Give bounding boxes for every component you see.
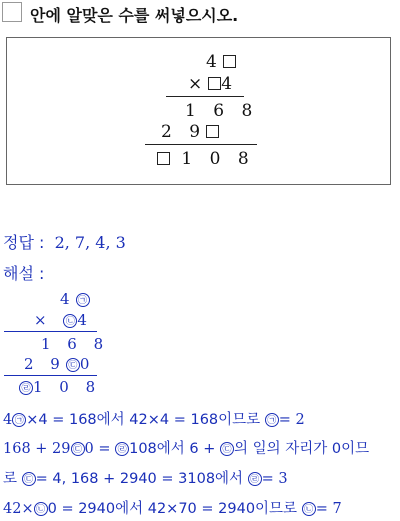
problem-row-4 bbox=[161, 122, 219, 142]
problem-row-4-digits: 2 9 bbox=[161, 122, 207, 142]
circle-label-c: ㉢ bbox=[220, 442, 234, 456]
circle-label-d: ㉣ bbox=[248, 472, 262, 486]
solution-text: = 3 bbox=[261, 471, 288, 487]
problem-row-5 bbox=[157, 149, 255, 169]
solution-line-3 bbox=[3, 467, 288, 488]
solution-text: 0 = 2940에서 42×70 = 2940이므로 bbox=[47, 501, 302, 517]
work-row-5-digits: 1 0 8 bbox=[33, 378, 102, 396]
work-row-1 bbox=[60, 290, 90, 308]
work-row-2 bbox=[34, 311, 93, 329]
circle-label-c: ㉢ bbox=[22, 472, 36, 486]
problem-row-2-digit: 4 bbox=[221, 74, 239, 94]
circle-label-a: ㉠ bbox=[76, 293, 90, 307]
work-row-4 bbox=[24, 355, 95, 373]
problem-divider-1 bbox=[166, 96, 244, 97]
problem-row-2 bbox=[188, 74, 238, 94]
work-row-4-zero: 0 bbox=[79, 355, 96, 373]
solution-line-4 bbox=[3, 497, 342, 518]
solution-text: 의 일의 자리가 0이므 bbox=[234, 441, 370, 457]
explanation-label: 해설 : bbox=[3, 264, 45, 283]
solution-text: 4 bbox=[3, 412, 13, 428]
circle-label-d: ㉣ bbox=[115, 442, 129, 456]
circle-label-c: ㉢ bbox=[71, 442, 85, 456]
work-divider-1 bbox=[4, 331, 97, 332]
solution-line-1 bbox=[3, 408, 305, 429]
solution-text: 로 bbox=[3, 471, 22, 487]
work-divider-2 bbox=[4, 375, 97, 376]
problem-row-1-digit: 4 bbox=[206, 52, 223, 72]
answer-value: 2, 7, 4, 3 bbox=[54, 233, 126, 252]
circle-label-b: ㉡ bbox=[34, 502, 48, 516]
circle-label-b: ㉡ bbox=[63, 314, 77, 328]
answer-label: 정답 : bbox=[3, 233, 45, 252]
solution-text: ×4 = 168에서 42×4 = 168이므로 bbox=[26, 412, 265, 428]
solution-text: = 2 bbox=[278, 412, 305, 428]
problem-row-5-digits: 1 0 8 bbox=[181, 149, 255, 169]
solution-text: = 7 bbox=[315, 501, 342, 517]
circle-label-a: ㉠ bbox=[265, 413, 279, 427]
work-row-5 bbox=[19, 378, 101, 396]
circle-label-a: ㉠ bbox=[12, 413, 26, 427]
work-multiply-sign: × bbox=[34, 311, 53, 329]
blank-square bbox=[206, 125, 219, 138]
problem-divider-2 bbox=[145, 144, 257, 145]
solution-text: = 4, 168 + 2940 = 3108에서 bbox=[35, 471, 248, 487]
solution-line-2 bbox=[3, 437, 369, 458]
problem-row-1 bbox=[206, 52, 236, 72]
blank-square bbox=[208, 77, 221, 90]
work-row-2-digit: 4 bbox=[77, 311, 93, 329]
blank-square bbox=[157, 152, 170, 165]
blank-square bbox=[223, 55, 236, 68]
work-row-3: 1 6 8 bbox=[41, 335, 110, 353]
solution-text: 108에서 6 + bbox=[129, 441, 220, 457]
solution-text: 0 = bbox=[84, 441, 116, 457]
multiply-sign: × bbox=[188, 74, 209, 94]
question-text: 안에 알맞은 수를 써넣으시오. bbox=[30, 6, 239, 25]
work-row-4-digits: 2 9 bbox=[24, 355, 66, 373]
circle-label-d: ㉣ bbox=[19, 381, 33, 395]
solution-text: 168 + 29 bbox=[3, 441, 71, 457]
answer-box-icon bbox=[2, 2, 22, 22]
circle-label-c: ㉢ bbox=[66, 358, 80, 372]
solution-text: 42× bbox=[3, 501, 34, 517]
circle-label-b: ㉡ bbox=[302, 502, 316, 516]
work-row-1-digit: 4 bbox=[60, 290, 76, 308]
answer-line bbox=[3, 230, 126, 253]
problem-row-3: 1 6 8 bbox=[185, 101, 259, 121]
